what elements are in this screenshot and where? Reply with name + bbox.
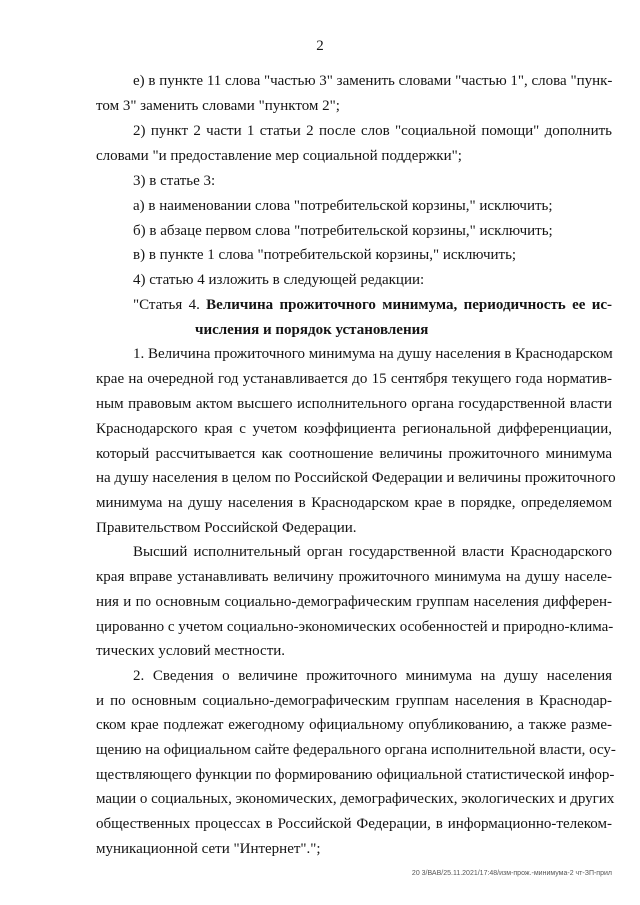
article-title: Величина прожиточного минимума, периодичность ее ис- — [206, 297, 613, 313]
paragraph-line: тических условий местности. — [96, 643, 286, 659]
paragraph-line: цированно с учетом социально-экономических особенностей и природно-клима- — [96, 619, 614, 635]
paragraph-line: крае на очередной год устанавливается до 15 сентября текущего года норматив- — [96, 371, 612, 387]
text-line: словами "и предоставление мер социальной поддержки"; — [96, 148, 462, 164]
footer-file-reference: 20 3/ВАВ/25.11.2021/17:48/изм-прож.-минимума-2 чт-ЗП-прил — [411, 870, 612, 877]
paragraph-line: края вправе устанавливать величину прожиточного минимума на душу населе- — [96, 569, 612, 585]
text-line: е) в пункте 11 слова "частью 3" заменить словами "частью 1", слова "пунк- — [133, 73, 613, 89]
paragraph-line: минимума на душу населения в Краснодарском крае в порядке, определяемом — [96, 495, 612, 511]
article-heading — [133, 296, 612, 314]
text-line: а) в наименовании слова "потребительской корзины," исключить; — [133, 198, 553, 214]
paragraph-line: ществляющего функции по формированию официальной статистической инфор- — [96, 767, 615, 783]
paragraph-line: 2. Сведения о величине прожиточного минимума на душу населения — [133, 668, 612, 684]
paragraph-line: ния и по основным социально-демографическим группам населения дифферен- — [96, 594, 612, 610]
text-line: 4) статью 4 изложить в следующей редакции: — [133, 272, 425, 288]
paragraph-line: и по основным социально-демографическим группам населения в Краснодар- — [96, 693, 612, 709]
paragraph-line: ском крае подлежат ежегодному официальному опубликованию, а также разме- — [96, 717, 612, 733]
text-line: 3) в статье 3: — [133, 173, 216, 189]
paragraph-line: 1. Величина прожиточного минимума на душу населения в Краснодарском — [133, 346, 613, 362]
paragraph-line: общественных процессах в Российской Федерации, в информационно-телеком- — [96, 816, 612, 832]
paragraph-line: который рассчитывается как соотношение величины прожиточного минимума — [96, 446, 612, 462]
article-heading-prefix: "Статья 4. — [133, 297, 207, 313]
paragraph-line: щению на официальном сайте федерального органа исполнительной власти, осу- — [96, 742, 616, 758]
page-number: 2 — [316, 38, 324, 54]
paragraph-line: ным правовым актом высшего исполнительного органа государственной власти — [96, 396, 612, 412]
text-line: в) в пункте 1 слова "потребительской корзины," исключить; — [133, 247, 517, 263]
text-line: том 3" заменить словами "пунктом 2"; — [96, 98, 340, 114]
paragraph-line: Высший исполнительный орган государственной власти Краснодарского — [133, 544, 612, 560]
paragraph-line: мации о социальных, экономических, демографических, экологических и других — [96, 791, 615, 807]
text-line: 2) пункт 2 части 1 статьи 2 после слов "социальной помощи" дополнить — [133, 123, 612, 139]
paragraph-line: на душу населения в целом по Российской Федерации и величины прожиточного — [96, 470, 616, 486]
paragraph-line: Правительством Российской Федерации. — [96, 520, 357, 536]
paragraph-line: муникационной сети "Интернет"."; — [96, 841, 321, 857]
paragraph-line: Краснодарского края с учетом коэффициента региональной дифференциации, — [96, 421, 612, 437]
article-title-continuation: числения и порядок установления — [195, 322, 429, 338]
text-line: б) в абзаце первом слова "потребительской корзины," исключить; — [133, 223, 553, 239]
